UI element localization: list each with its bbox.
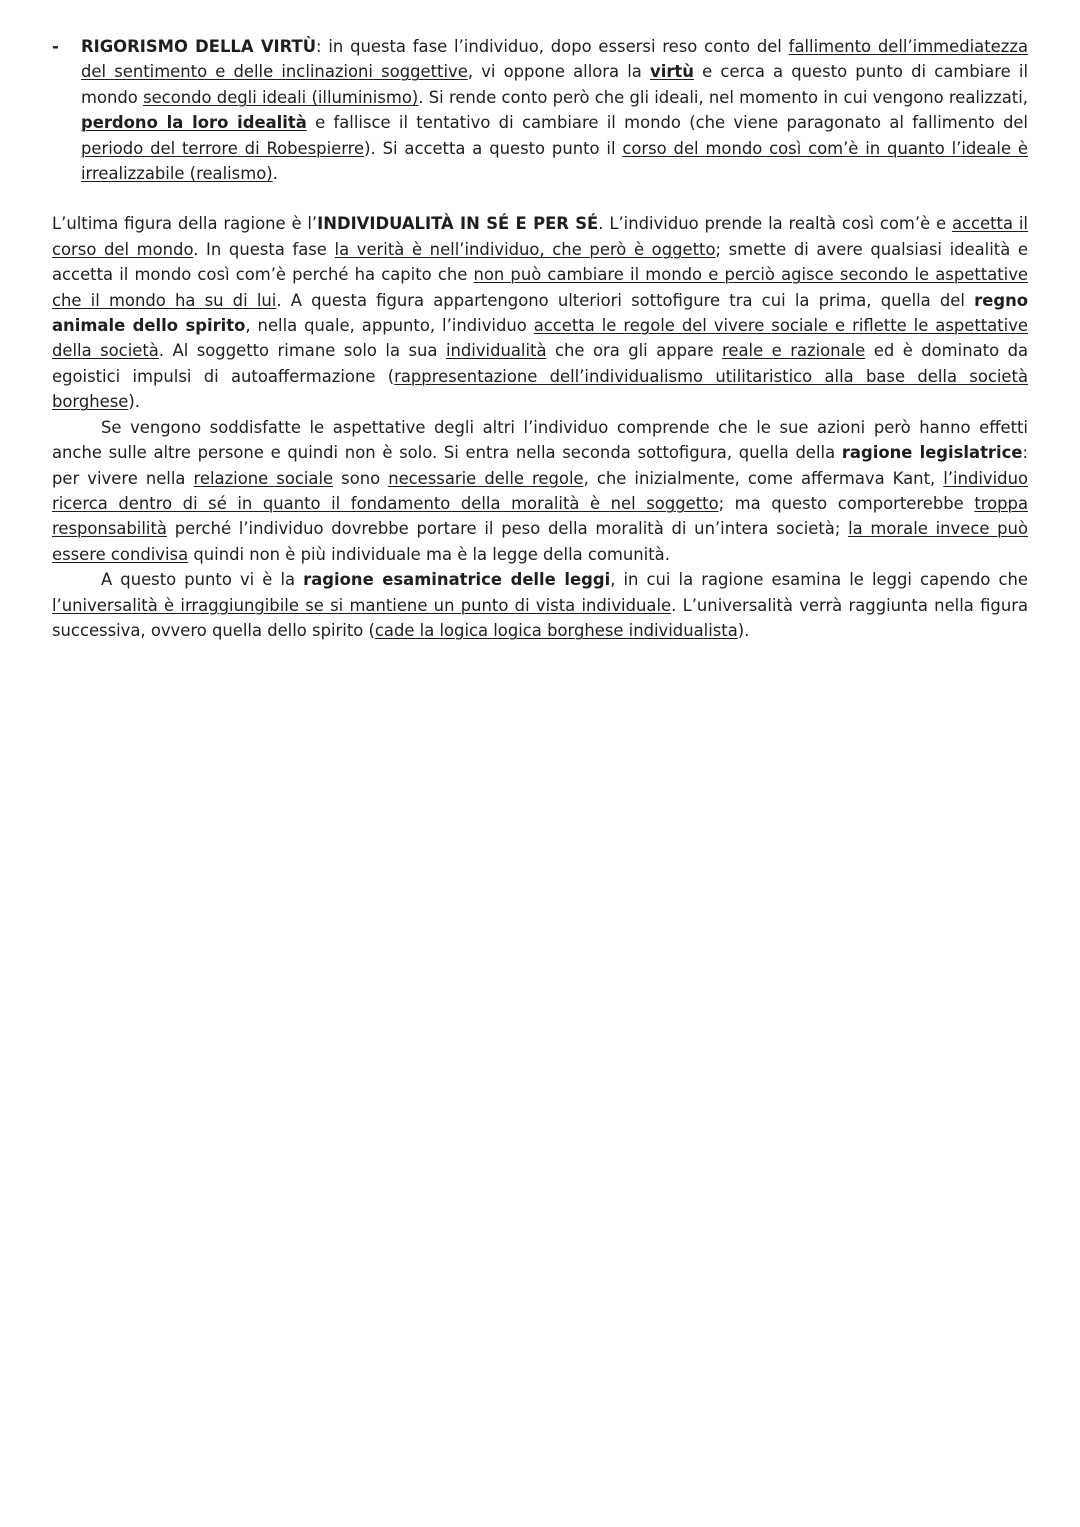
text-run: ).	[737, 620, 750, 640]
text-run: Se vengono soddisfatte le aspettative degli altri l’individuo comprende che le sue azioni però hanno effetti anche sulle altre persone e quindi non è solo. Si entra nella seconda sottofigura, quella della	[52, 417, 1028, 463]
text-run: ed è dominato da egoistici impulsi di autoaffermazione (	[52, 341, 1029, 386]
underlined-phrase: necessarie delle regole	[388, 468, 584, 488]
underlined-phrase: relazione sociale	[193, 468, 334, 488]
paragraph-individualita	[52, 211, 1028, 414]
bold-underlined-term: perdono la loro idealità	[81, 113, 307, 133]
text-run: e cerca a questo punto di cambiare il mondo	[81, 62, 1028, 107]
text-run: . In questa fase	[193, 239, 335, 259]
underlined-phrase: secondo degli ideali (illuminismo)	[143, 87, 419, 107]
text-run: : in questa fase l’individuo, dopo essersi reso conto del	[316, 37, 789, 56]
underlined-phrase: corso del mondo così com’è in quanto l’ideale è irrealizzabile (realismo)	[81, 138, 1028, 184]
bold-underlined-term: virtù	[650, 62, 694, 82]
bold-term: ragione esaminatrice delle leggi	[303, 570, 611, 590]
bullet-item-rigorismo	[52, 34, 1028, 186]
text-run: , in cui la ragione esamina le leggi capendo che	[610, 570, 1028, 590]
underlined-phrase: l’individuo ricerca dentro di sé in quanto il fondamento della moralità è nel soggetto	[52, 468, 1029, 513]
text-run: ; ma questo comporterebbe	[718, 493, 975, 513]
underlined-phrase: cade la logica logica borghese individualista	[374, 620, 738, 640]
text-run: L’ultima figura della ragione è l’	[52, 214, 318, 234]
text-run: ). Si accetta a questo punto il	[364, 138, 623, 158]
text-run: . Al soggetto rimane solo la sua	[158, 341, 446, 361]
text-run: . L’individuo prende la realtà così com’è e	[598, 214, 952, 234]
underlined-phrase: la verità è nell’individuo, che però è oggetto	[334, 239, 716, 259]
text-run: . A questa figura appartengono ulteriori sottofigure tra cui la prima, quella del	[276, 290, 975, 310]
text-run: . Si rende conto però che gli ideali, nel momento in cui vengono realizzati,	[418, 87, 1028, 107]
bold-term: INDIVIDUALITÀ IN SÉ E PER SÉ	[317, 214, 599, 234]
underlined-phrase: accetta le regole del vivere sociale e riflette le aspettative della società	[52, 316, 1029, 361]
bold-term: regno animale dello spirito	[52, 290, 1029, 336]
bold-term: RIGORISMO DELLA VIRTÙ	[81, 37, 317, 56]
text-run: : per vivere nella	[52, 443, 1028, 488]
underlined-phrase: individualità	[445, 341, 547, 361]
underlined-phrase: periodo del terrore di Robespierre	[81, 138, 365, 158]
bold-term: ragione legislatrice	[841, 443, 1023, 463]
underlined-phrase: rappresentazione dell’individualismo utilitaristico alla base della società borghese	[52, 366, 1028, 412]
text-run: . L’universalità verrà raggiunta nella figura successiva, ovvero quella dello spirito (	[52, 595, 1028, 640]
paragraph-ragione-esaminatrice	[52, 567, 1028, 643]
paragraph-ragione-legislatrice	[52, 415, 1028, 567]
underlined-phrase: reale e razionale	[722, 341, 866, 361]
underlined-phrase: accetta il corso del mondo	[52, 214, 1028, 259]
text-run: perché l’individuo dovrebbe portare il peso della moralità di un’intera società;	[166, 519, 849, 539]
text-run: , che inizialmente, come affermava Kant,	[583, 468, 944, 488]
bullet-marker: -	[52, 37, 59, 56]
bullet-text	[81, 34, 1028, 186]
document-page	[52, 34, 1028, 643]
bold-term	[81, 113, 307, 132]
text-run: quindi non è più individuale ma è la legge della comunità.	[188, 544, 670, 564]
underlined-phrase: fallimento dell’immediatezza del sentimento e delle inclinazioni soggettive	[81, 37, 1028, 82]
text-run: ; smette di avere qualsiasi idealità e accetta il mondo così com’è perché ha capito che	[52, 239, 1028, 285]
underlined-phrase: non può cambiare il mondo e perciò agisce secondo le aspettative che il mondo ha su di lui	[52, 265, 1028, 310]
underlined-phrase: la morale invece può essere condivisa	[52, 519, 1028, 564]
text-run: , vi oppone allora la	[467, 62, 651, 82]
text-run: e fallisce il tentativo di cambiare il mondo (che viene paragonato al fallimento del	[306, 113, 1028, 133]
bold-term	[650, 62, 694, 81]
text-run: .	[272, 164, 278, 184]
text-run: ).	[128, 392, 140, 412]
text-run: sono	[333, 468, 389, 488]
underlined-phrase: troppa responsabilità	[52, 493, 1028, 539]
text-run: A questo punto vi è la	[101, 570, 304, 590]
text-run: , nella quale, appunto, l’individuo	[245, 316, 534, 336]
text-run: che ora gli appare	[546, 341, 723, 361]
paragraph-gap	[52, 186, 1028, 211]
underlined-phrase: l’universalità è irraggiungibile se si mantiene un punto di vista individuale	[52, 595, 672, 615]
